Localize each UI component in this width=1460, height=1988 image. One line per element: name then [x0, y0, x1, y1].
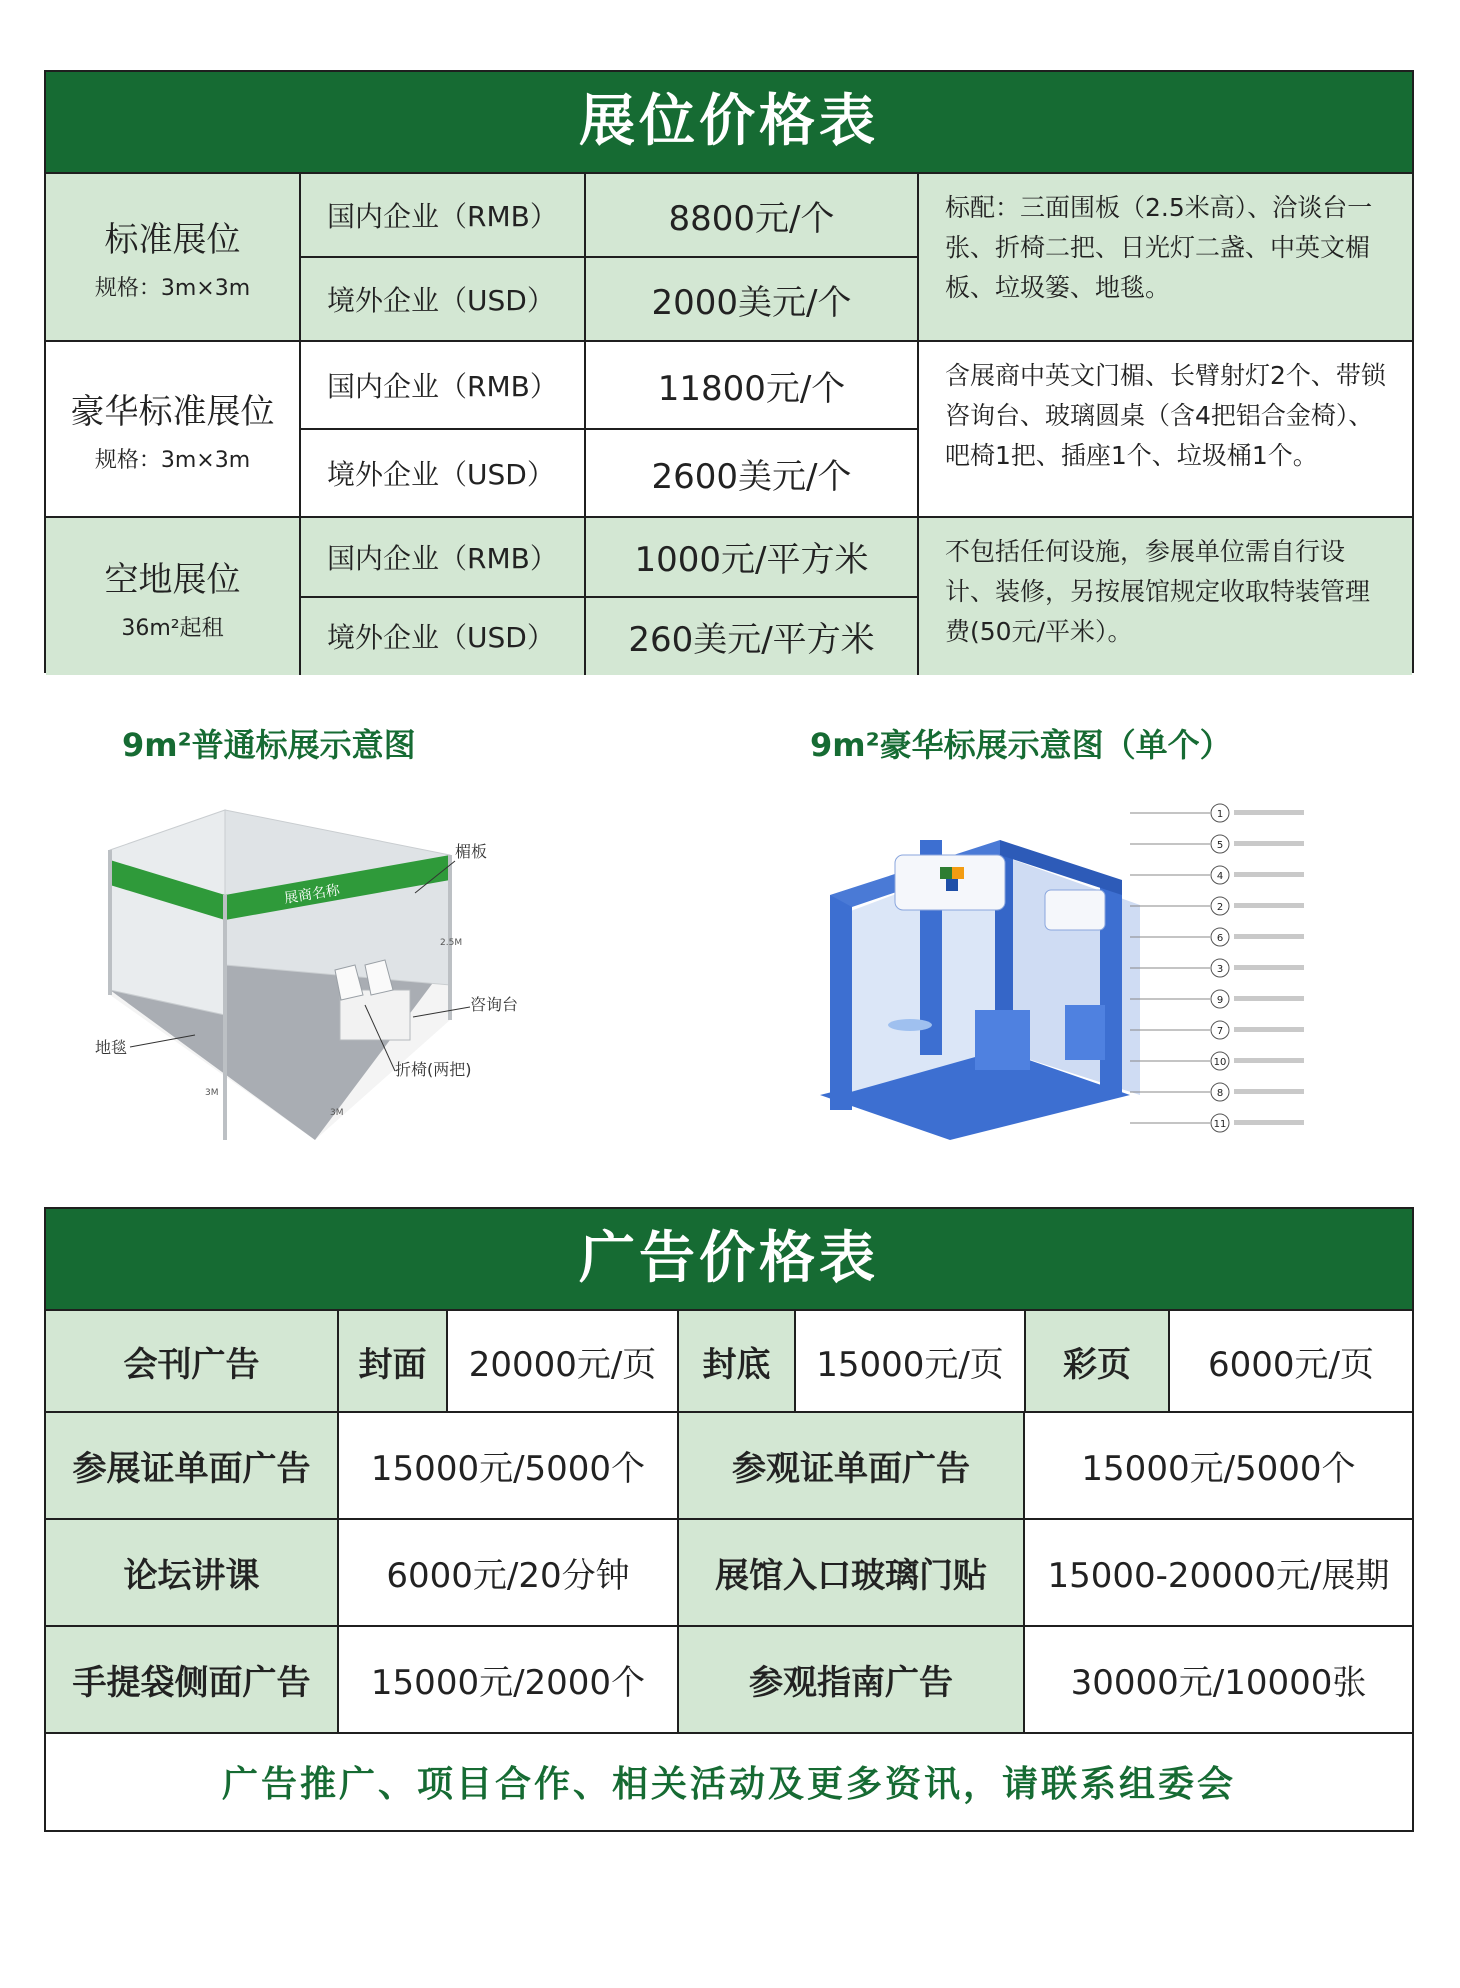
callout-number: 5 [1216, 840, 1224, 851]
dim-height: 2.5M [440, 938, 463, 948]
label-chairs: 折椅(两把) [395, 1060, 472, 1079]
ad-sub-label: 彩页 [1026, 1311, 1170, 1411]
domestic-price: 11800元/个 [586, 342, 917, 430]
callout-number: 1 [1216, 809, 1224, 820]
booth-type-cell [301, 174, 586, 340]
label-desk: 咨询台 [470, 995, 519, 1014]
ad-sub-label: 封面 [339, 1311, 448, 1411]
domestic-label: 国内企业（RMB） [301, 518, 584, 598]
callout-group [1130, 804, 1304, 1132]
callout-number: 9 [1216, 995, 1224, 1006]
side-sign [1045, 890, 1105, 930]
callout-fine-print [1234, 1027, 1304, 1032]
booth-table-title: 展位价格表 [46, 72, 1412, 174]
ad-price: 15000-20000元/展期 [1025, 1520, 1412, 1625]
callout-fine-print [1234, 810, 1304, 815]
booth-name: 空地展位 [104, 559, 241, 600]
domestic-label: 国内企业（RMB） [301, 174, 584, 258]
overseas-price: 2600美元/个 [651, 456, 852, 497]
ad-price: 15000元/5000个 [339, 1413, 679, 1518]
callout-number: 7 [1216, 1026, 1224, 1037]
overseas-label: 境外企业（USD） [327, 458, 555, 491]
callout-fine-print [1234, 903, 1304, 908]
booth-spec: 规格：3m×3m [94, 448, 251, 473]
booth-price-cell [586, 518, 919, 675]
frame-post [830, 895, 852, 1110]
callout-number: 2 [1216, 902, 1224, 913]
overseas-label: 境外企业（USD） [327, 621, 555, 655]
ad-label: 参观证单面广告 [679, 1413, 1025, 1518]
domestic-price: 1000元/平方米 [586, 518, 917, 598]
callout-number: 4 [1216, 871, 1224, 882]
display-stand [1065, 1005, 1105, 1060]
booth-price-table [44, 70, 1414, 673]
callout-fine-print [1234, 996, 1304, 1001]
logo-square [946, 879, 958, 891]
ad-label: 手提袋侧面广告 [46, 1627, 339, 1732]
dim-depth: 3M [330, 1108, 344, 1118]
overseas-price: 260美元/平方米 [628, 619, 875, 660]
booth-row-standard [46, 174, 1412, 342]
booth-spec: 36m²起租 [121, 615, 224, 641]
booth-type-cell [301, 518, 586, 675]
ad-table-title: 广告价格表 [46, 1209, 1412, 1311]
callout-number: 8 [1216, 1088, 1224, 1099]
luxury-booth-illustration [800, 795, 1350, 1155]
ad-price: 6000元/页 [1170, 1311, 1412, 1411]
ad-price: 20000元/页 [448, 1311, 679, 1411]
ad-row [46, 1520, 1412, 1627]
booth-type-cell [301, 342, 586, 516]
ad-label: 论坛讲课 [46, 1520, 339, 1625]
domestic-label: 国内企业（RMB） [301, 342, 584, 430]
booth-name-cell [46, 174, 301, 340]
callout-number: 3 [1216, 964, 1224, 975]
booth-name-cell [46, 342, 301, 516]
info-desk [975, 1010, 1030, 1070]
ad-label: 参展证单面广告 [46, 1413, 339, 1518]
ad-price-table [44, 1207, 1414, 1832]
booth-description: 含展商中英文门楣、长臂射灯2个、带锁咨询台、玻璃圆桌（含4把铝合金椅）、吧椅1把、插座1个、垃圾桶1个。 [945, 361, 1386, 470]
ad-price: 15000元/页 [796, 1311, 1026, 1411]
ad-label: 会刊广告 [46, 1311, 339, 1411]
contact-footer: 广告推广、项目合作、相关活动及更多资讯，请联系组委会 [46, 1734, 1412, 1828]
booth-description: 不包括任何设施，参展单位需自行设计、装修，另按展馆规定收取特装管理费(50元/平米）。 [945, 537, 1371, 646]
booth-name-cell [46, 518, 301, 675]
booth-price-cell [586, 174, 919, 340]
ad-row [46, 1627, 1412, 1734]
booth-description: 标配：三面围板（2.5米高）、洽谈台一张、折椅二把、日光灯二盏、中英文楣板、垃圾篓、地毯。 [945, 193, 1373, 302]
luxury-booth-caption: 9m²豪华标展示意图（单个） [810, 726, 1232, 764]
label-carpet: 地毯 [95, 1038, 128, 1057]
label-fascia: 楣板 [455, 842, 488, 861]
callout-fine-print [1234, 934, 1304, 939]
callout-fine-print [1234, 1089, 1304, 1094]
overseas-label: 境外企业（USD） [327, 284, 555, 317]
callout-fine-print [1234, 841, 1304, 846]
callout-number: 11 [1213, 1119, 1227, 1130]
dim-width: 3M [205, 1088, 219, 1098]
callout-fine-print [1234, 872, 1304, 877]
ad-label: 展馆入口玻璃门贴 [679, 1520, 1025, 1625]
booth-name: 豪华标准展位 [70, 392, 275, 432]
standard-booth-illustration [95, 795, 545, 1155]
logo-square [952, 867, 964, 879]
ad-price: 30000元/10000张 [1025, 1627, 1412, 1732]
booth-name: 标准展位 [104, 220, 241, 260]
ad-sub-label: 封底 [679, 1311, 796, 1411]
booth-price-cell [586, 342, 919, 516]
overseas-price: 2000美元/个 [651, 282, 852, 323]
ad-row [46, 1413, 1412, 1520]
glass-table [888, 1019, 932, 1031]
domestic-price: 8800元/个 [586, 174, 917, 258]
callout-fine-print [1234, 1058, 1304, 1063]
callout-number: 6 [1216, 933, 1224, 944]
standard-booth-caption: 9m²普通标展示意图 [122, 726, 416, 764]
ad-row-catalogue [46, 1311, 1412, 1413]
booth-spec: 规格：3m×3m [94, 276, 251, 301]
fascia-sign-text: 展商名称 [283, 882, 341, 907]
logo-square [940, 867, 952, 879]
ad-label: 参观指南广告 [679, 1627, 1025, 1732]
ad-price: 15000元/2000个 [339, 1627, 679, 1732]
ad-price: 15000元/5000个 [1025, 1413, 1412, 1518]
ad-price: 6000元/20分钟 [339, 1520, 679, 1625]
callout-fine-print [1234, 1120, 1304, 1125]
callout-number: 10 [1213, 1057, 1227, 1068]
callout-fine-print [1234, 965, 1304, 970]
booth-row-luxury [46, 342, 1412, 518]
booth-row-raw-space [46, 518, 1412, 675]
